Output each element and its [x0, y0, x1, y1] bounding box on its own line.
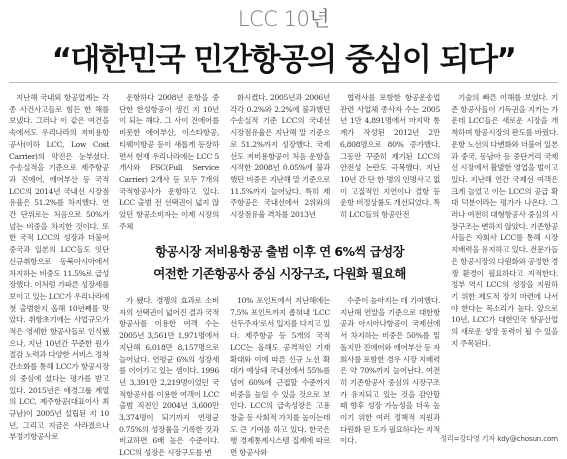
subheadline-line-2: 여전한 기존항공사 중심 시장구조, 다원화 필요해 — [153, 266, 406, 281]
column-5-text: 기술의 빠른 이해를 보였다. 기존 항공사들이 기득권을 지키는 가운데 LCC들은 새로운 시장을 개척하며 항공시장의 판도를 바꿨다. 운항 노선의 다변화와 더불어 일본과 중국, 동남아 등 중단거리 국제선 시장에서 활발한 영업을 벌이고 있다. 지난해 연간 국제선 여객은 크게 늘었고 이는 LCC의 공급 확대 덕분이라는 평가가 나온다. 그러나 여전히 대형항공사 중심의 시장구조는 변하지 않았다. 기존항공사들은 자회사 LCC를 통해 시장 지배력을 유지하고 있다. 전문가들은 항공시장의 다원화와 공정한 경쟁 환경이 필요하다고 지적한다. 정부 역시 LCC의 성장을 지원하기 위한 제도적 장치 마련에 나서야 한다는 목소리가 높다. 앞으로 10년, LCC가 대한민국 항공산업의 새로운 성장 동력이 될 수 있을지 주목된다. — [451, 93, 558, 348]
article-column-2-top — [119, 92, 219, 234]
column-1-text: 지난해 국내외 항공업계는 각종 사건사고들로 힘든 한 해를 보냈다. 그러나 이 같은 여건을 속에서도 우리나라의 저비용항공사(이하 LCC, Low Cost Carrier)의 약진은 눈부셨다. 수송실적을 기준으로 제주항공과 진에어, 에어부산 등 국적 LCC의 2014년 국내선 시장점유율은 51.2%를 차지했다. 연간 단위로는 처음으로 50%가 넘는 비중을 차지한 것이다. 또한 국적 LCC의 성장과 더불어 중국과 일본의 LCC들도 잇단 신규취항으로 동북아시아에서 차지하는 비중도 11.5%로 급성장했다. 이처럼 가파른 성장세를 보이고 있는 LCC가 우리나라에 첫 출범한지 올해 10년째를 맞았다. 취항초기에는 사업규모가 적은 영세한 항공사들로 인식됐으나, 지난 10년간 꾸준한 원가절감 노력과 다양한 서비스 정착 간소화를 통해 LCC가 항공시장의 중심에 섰다는 평가를 받고 있다. 2015년은 애경그룹 계열의 LCC, 제주항공(대표이사 최규남)이 2005년 설립된 지 10년, 그리고 지금은 사라졌으나 부정기항공사로 — [9, 93, 109, 442]
article-column-4-bottom — [340, 295, 440, 445]
article-kicker: LCC 10년 — [237, 7, 330, 31]
subheadline-box — [119, 236, 440, 290]
article-headline: “대한민국 민간항공의 중심이 되다” — [51, 42, 516, 78]
article-column-3-top — [230, 92, 330, 234]
header-divider — [9, 82, 558, 83]
column-3-bottom-text: 10% 포인트에서 지난해에는 7.5% 포인트까지 좁혀내 'LCC 선두주자'로서 입지를 다지고 있다. 제주항공 등 5개의 국적 LCC는 올해도 공격적인 기재 확대와 이에 따른 신규 노선 확대가 예상돼 국내선에서 55%를 넘어 60%에 근접할 수준까지 비중을 높일 수 있을 것으로 보인다. LCC의 급속성장은 고용창출 등 사회적 가치를 높이는데도 큰 기여를 하고 있다. 한국은행 경제통계시스템 집계에 따르면 항공사와 — [230, 296, 330, 458]
article-byline: 정리=강다영 기자 kdy@chosun.com — [440, 434, 558, 443]
article-column-5 — [451, 92, 558, 428]
article-column-1 — [9, 92, 109, 444]
column-4-top-text: 협력사를 포함한 항공운송업 관련 사업체 종사자 수는 2005년 1만 4,891명에서 마지막 통계가 작성된 2012년 2만 6,808명으로 80% 증가했다. 그동안 꾸준히 제기된 LCC의 안전성 논란도 극복했다. 지난 10년 간 단 한 명의 인명사고 없이 고질적인 지연이나 결항 등 운항 비정상률도 개선되었다. 특히 LCC들의 항공안전 — [340, 93, 440, 220]
article-column-2-bottom — [119, 295, 219, 458]
subheadline-line-1: 항공시장 저비용항공 출범 이후 연 6%씩 급성장 — [154, 244, 405, 259]
article-column-4-top — [340, 92, 440, 234]
article-column-3-bottom — [230, 295, 330, 458]
column-2-top-text: 운항하다 2008년 운항을 중단한 한성항공이 생긴 지 10년이 되는 해다. 그 사이 진에어를 비롯한 에어부산, 이스타항공, 티웨이항공 등이 새롭게 등장하면서 현재 우리나라에는 LCC 5개사와 FSC(Full Service Carrier) 2개사 등 모두 7개의 국적항공사가 운항하고 있다. LCC 출범 전 선택권이 넓지 않았던 항공소비자는 이제 시장의 주체 — [119, 93, 219, 231]
column-2-bottom-text: 가 됐다. 경쟁의 효과로 소비자의 선택권이 넓어진 결과 국적항공사를 이용한 여객 수는 2005년 3,561만 1,971명에서 지난해 6,018만 8,157명으로 늘어났다. 연평균 6%의 성장세를 이어가고 있는 셈이다. 1996년 3,391만 2,219명이었던 국적항공사를 이용한 여객이 LCC 출범 직전인 2004년 3,600만 3,374명이 되기까지 연평균 0.75%의 성장률을 기록한 것과 비교하면 6배 높은 수준이다. LCC의 성장은 시장구도를 변 — [119, 296, 219, 458]
column-3-top-text: 화시켰다. 2005년과 2006년 각각 0.2%와 2.2%에 불과했던 수송실적 기준 LCC의 국내선 시장점유율은 지난해 말 기준으로 51.2%까지 성장했다. 국제선도 저비용항공이 처음 운항을 시작한 2008년 0.05%에 불과했던 비중은 지난해 말 기준으로 11.5%까지 늘어났다. 특히 제주항공은 국내선에서 2위와의 시장점유율 격차를 2013년 — [230, 93, 330, 220]
column-4-bottom-text: 수준이 높아지는 데 기여했다. 지난해 연말을 기준으로 대한항공과 아시아나항공이 국제선에서 차지하는 비중은 50%를 밑돌지만 진에어와 에어부산 등 자회사를 포함한 경우 시장 지배력은 약 70%까지 늘어난다. 여전히 기존항공사 중심의 시장구조가 유지되고 있는 것을 감안할 때 향후 성장 가능성을 더욱 높이기 위한 여러 정책적 지원과 다원화 된 도가 필요하다는 지적이다. — [340, 296, 440, 446]
